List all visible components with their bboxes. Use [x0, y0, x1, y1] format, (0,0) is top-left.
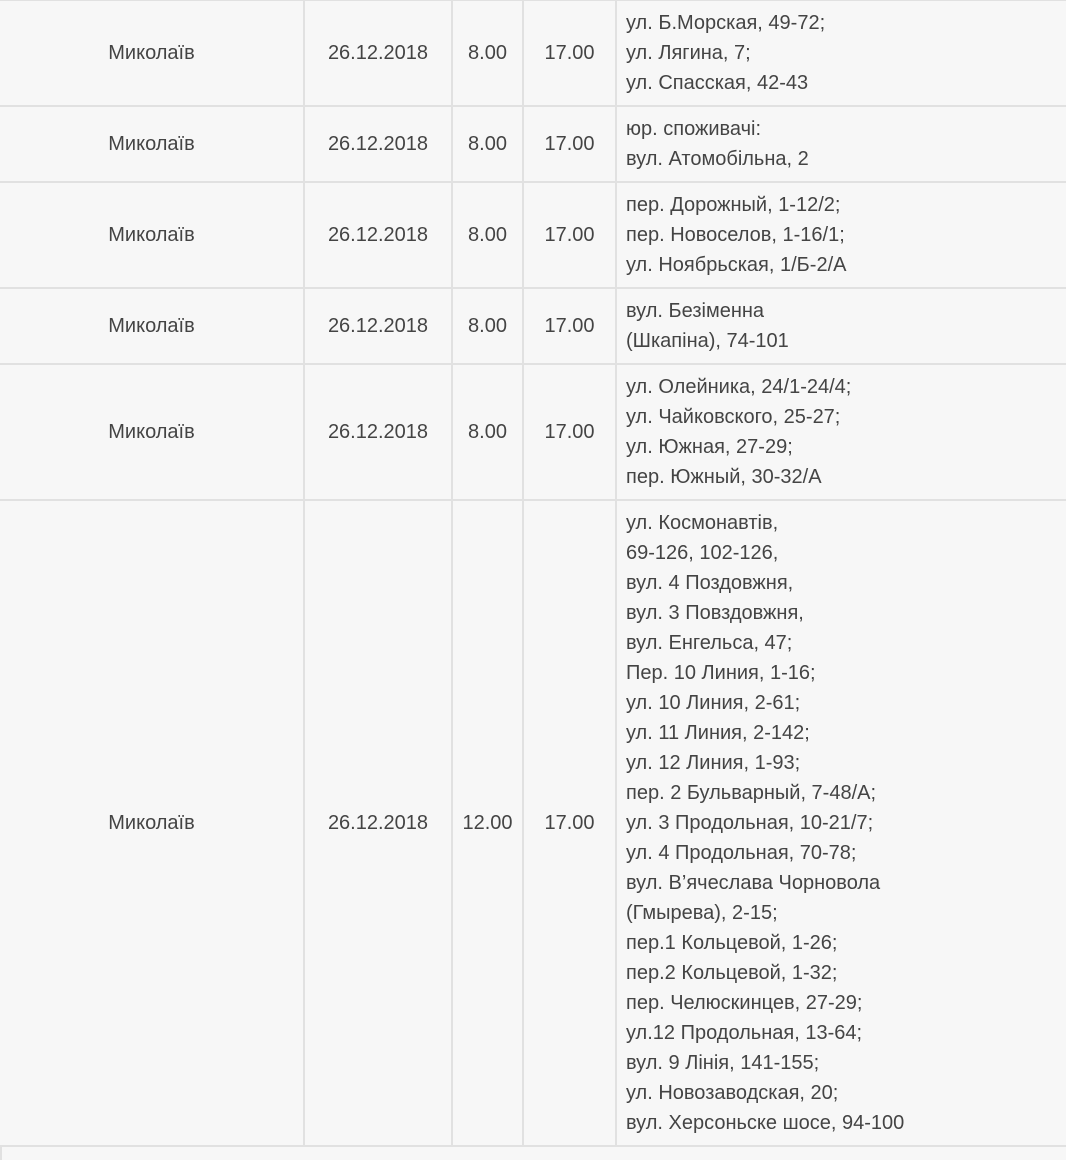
address-line: вул. Безіменна	[626, 300, 765, 322]
city-cell: Миколаїв	[0, 0, 304, 106]
address-line: вул. 4 Поздовжня,	[626, 572, 794, 594]
address-line: ул. 10 Линия, 2-61;	[626, 692, 801, 714]
addresses-cell	[616, 106, 1066, 182]
address-line: Пер. 10 Линия, 1-16;	[626, 662, 816, 684]
city-cell: Миколаїв	[0, 288, 304, 364]
address-line: ул. 4 Продольная, 70-78;	[626, 842, 857, 864]
end-time-cell: 17.00	[523, 182, 616, 288]
address-line: вул. Атомобільна, 2	[626, 148, 809, 170]
address-line: (Гмырева), 2-15;	[626, 902, 778, 924]
table-row	[0, 288, 1066, 364]
address-line: ул. 11 Линия, 2-142;	[626, 722, 810, 744]
address-line: вул. В’ячеслава Чорновола	[626, 872, 881, 894]
city-cell: Миколаїв	[0, 364, 304, 500]
end-time-cell: 17.00	[523, 364, 616, 500]
address-line: пер.1 Кольцевой, 1-26;	[626, 932, 838, 954]
address-line: вул. Енгельса, 47;	[626, 632, 793, 654]
table-row	[0, 106, 1066, 182]
address-line: пер. Новоселов, 1-16/1;	[626, 224, 845, 246]
address-line: ул. Ноябрьская, 1/Б-2/А	[626, 254, 847, 276]
date-cell: 26.12.2018	[304, 106, 452, 182]
address-line: ул. Новозаводская, 20;	[626, 1082, 839, 1104]
city-cell: Миколаїв	[0, 106, 304, 182]
address-line: пер. 2 Бульварный, 7-48/А;	[626, 782, 877, 804]
address-line: ул.12 Продольная, 13-64;	[626, 1022, 863, 1044]
address-line: ул. 3 Продольная, 10-21/7;	[626, 812, 874, 834]
address-line: юр. споживачі:	[626, 118, 762, 140]
start-time-cell: 8.00	[452, 364, 523, 500]
addresses-cell	[616, 0, 1066, 106]
date-cell: 26.12.2018	[304, 0, 452, 106]
addresses-cell	[616, 288, 1066, 364]
address-line: пер. Южный, 30-32/А	[626, 466, 822, 488]
start-time-cell: 8.00	[452, 288, 523, 364]
start-time-cell: 8.00	[452, 106, 523, 182]
end-time-cell: 17.00	[523, 106, 616, 182]
address-line: ул. Чайковского, 25-27;	[626, 406, 841, 428]
date-cell: 26.12.2018	[304, 364, 452, 500]
table-row	[0, 182, 1066, 288]
address-line: пер. Дорожный, 1-12/2;	[626, 194, 841, 216]
addresses-cell	[616, 364, 1066, 500]
date-cell: 26.12.2018	[304, 182, 452, 288]
address-line: ул. Б.Морская, 49-72;	[626, 12, 826, 34]
addresses-cell	[616, 182, 1066, 288]
city-cell: Миколаїв	[0, 182, 304, 288]
address-line: 69-126, 102-126,	[626, 542, 779, 564]
end-time-cell: 17.00	[523, 500, 616, 1146]
address-line: вул. 9 Лінія, 141-155;	[626, 1052, 820, 1074]
address-line: ул. 12 Линия, 1-93;	[626, 752, 801, 774]
address-line: ул. Лягина, 7;	[626, 42, 751, 64]
address-line: пер. Челюскинцев, 27-29;	[626, 992, 863, 1014]
address-line: ул. Олейника, 24/1-24/4;	[626, 376, 852, 398]
address-line: (Шкапіна), 74-101	[626, 330, 789, 352]
table-row	[0, 0, 1066, 106]
end-time-cell: 17.00	[523, 288, 616, 364]
start-time-cell: 12.00	[452, 500, 523, 1146]
addresses-cell	[616, 500, 1066, 1146]
date-cell: 26.12.2018	[304, 288, 452, 364]
city-cell: Миколаїв	[0, 500, 304, 1146]
address-line: вул. 3 Повздовжня,	[626, 602, 804, 624]
address-line: ул. Космонавтів,	[626, 512, 779, 534]
date-cell: 26.12.2018	[304, 500, 452, 1146]
start-time-cell: 8.00	[452, 182, 523, 288]
address-line: вул. Херсоньске шосе, 94-100	[626, 1112, 905, 1134]
end-time-cell: 17.00	[523, 0, 616, 106]
address-line: ул. Южная, 27-29;	[626, 436, 793, 458]
address-line: пер.2 Кольцевой, 1-32;	[626, 962, 838, 984]
table-row	[0, 364, 1066, 500]
table-row	[0, 500, 1066, 1146]
start-time-cell: 8.00	[452, 0, 523, 106]
address-line: ул. Спасская, 42-43	[626, 72, 809, 94]
